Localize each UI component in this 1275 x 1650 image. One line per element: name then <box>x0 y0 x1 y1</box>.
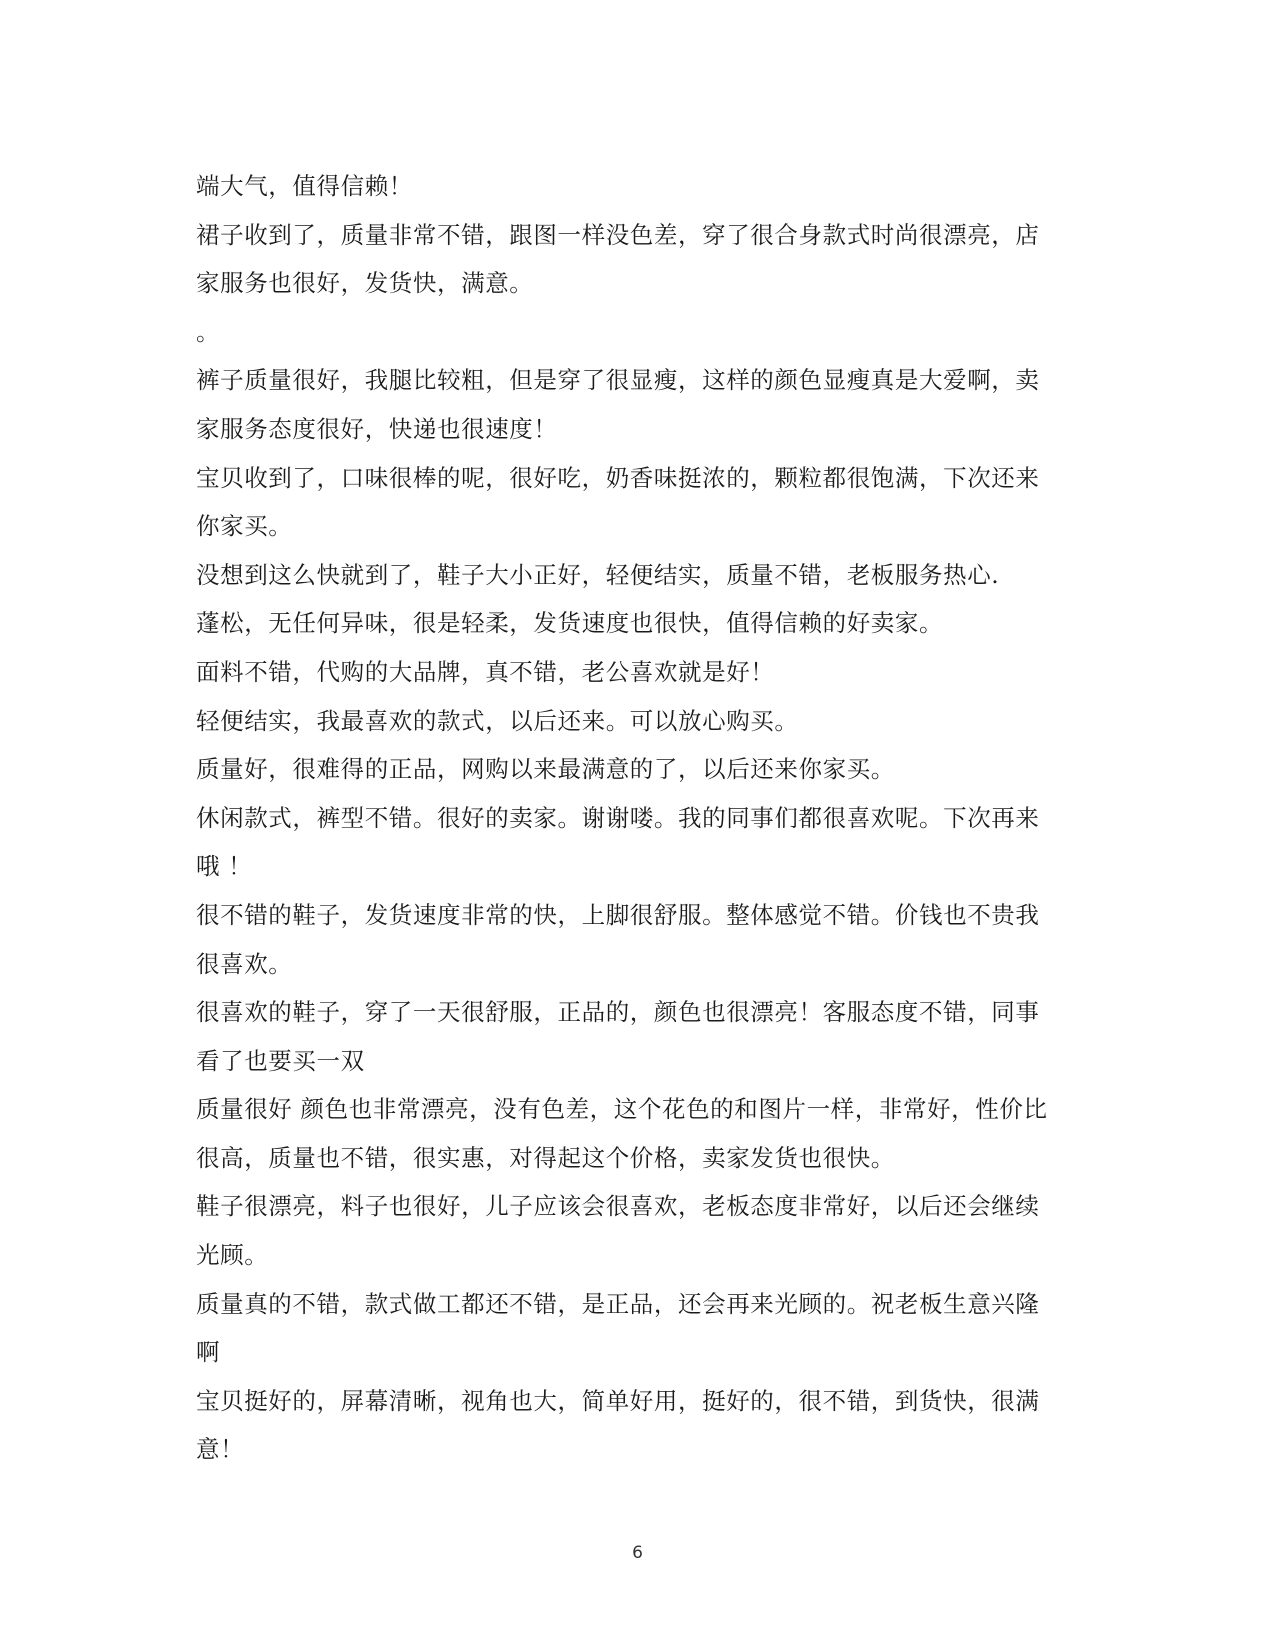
text-line: 很喜欢。 <box>196 949 293 978</box>
text-line: 家服务也很好，发货快，满意。 <box>196 269 534 298</box>
text-line: 端大气，值得信赖！ <box>196 172 413 200</box>
text-line: 裙子收到了，质量非常不错，跟图一样没色差，穿了很合身款式时尚很漂亮，店 <box>196 220 1040 249</box>
text-line: 宝贝收到了，口味很棒的呢，很好吃，奶香味挺浓的，颗粒都很饱满，下次还来 <box>196 463 1040 492</box>
text-line: 蓬松，无任何异味，很是轻柔，发货速度也很快，值得信赖的好卖家。 <box>196 609 944 638</box>
text-line: 看了也要买一双 <box>196 1046 365 1075</box>
text-line: 宝贝挺好的，屏幕清晰，视角也大，简单好用，挺好的，很不错，到货快，很满 <box>196 1386 1040 1415</box>
text-line: 质量很好 颜色也非常漂亮，没有色差，这个花色的和图片一样，非常好，性价比 <box>196 1095 1048 1124</box>
text-line: 很高，质量也不错，很实惠，对得起这个价格，卖家发货也很快。 <box>196 1143 895 1172</box>
text-line: 光顾。 <box>196 1241 269 1270</box>
text-line: 鞋子很漂亮，料子也很好，儿子应该会很喜欢，老板态度非常好，以后还会继续 <box>196 1192 1040 1221</box>
text-line: 意！ <box>196 1435 245 1464</box>
text-line: 。 <box>196 317 221 346</box>
text-line: 家服务态度很好，快递也很速度！ <box>196 414 558 443</box>
text-line: 裤子质量很好，我腿比较粗，但是穿了很显瘦，这样的颜色显瘦真是大爱啊，卖 <box>196 366 1040 395</box>
text-line: 质量好，很难得的正品，网购以来最满意的了，以后还来你家买。 <box>196 755 895 784</box>
text-line: 休闲款式，裤型不错。很好的卖家。谢谢喽。我的同事们都很喜欢呢。下次再来 <box>196 803 1040 832</box>
text-line: 你家买。 <box>196 512 293 541</box>
text-line: 很不错的鞋子，发货速度非常的快，上脚很舒服。整体感觉不错。价钱也不贵我 <box>196 900 1040 929</box>
text-line: 没想到这么快就到了，鞋子大小正好，轻便结实，质量不错，老板服务热心. <box>196 560 1000 589</box>
text-line: 啊 <box>196 1338 221 1367</box>
text-line: 很喜欢的鞋子，穿了一天很舒服，正品的，颜色也很漂亮！客服态度不错，同事 <box>196 998 1040 1027</box>
page-number: 6 <box>632 1543 643 1563</box>
text-line: 面料不错，代购的大品牌，真不错，老公喜欢就是好！ <box>196 657 775 686</box>
text-line: 轻便结实，我最喜欢的款式，以后还来。可以放心购买。 <box>196 706 799 735</box>
text-line: 哦 ！ <box>196 852 253 881</box>
text-line: 质量真的不错，款式做工都还不错，是正品，还会再来光顾的。祝老板生意兴隆 <box>196 1289 1040 1318</box>
page-body <box>196 162 1076 1474</box>
